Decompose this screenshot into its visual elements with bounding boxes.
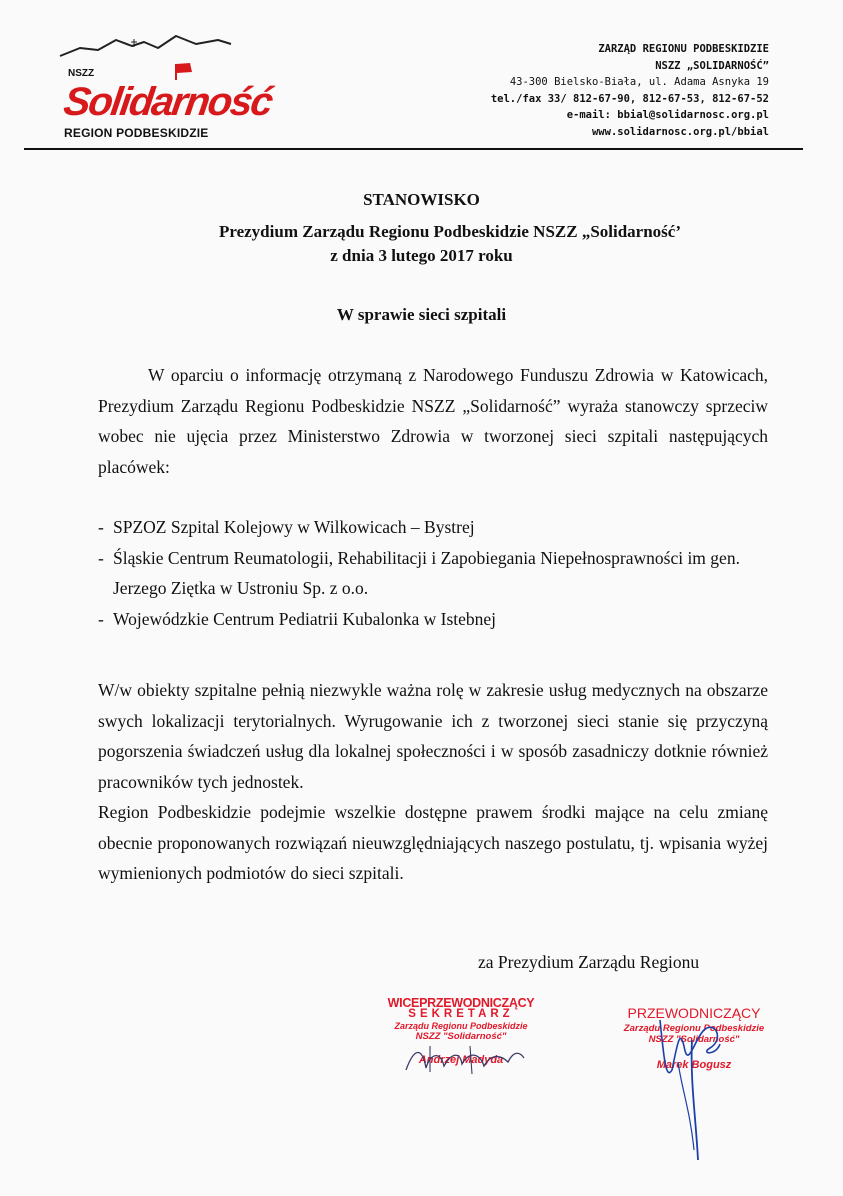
logo-nszz: NSZZ bbox=[68, 68, 95, 79]
address-www: www.solidarnosc.org.pl/bbial bbox=[591, 125, 769, 138]
address-org: ZARZĄD REGIONU PODBESKIDZIE bbox=[598, 43, 769, 55]
stamp-role: WICEPRZEWODNICZĄCY bbox=[387, 996, 535, 1010]
header-divider bbox=[24, 148, 803, 150]
logo-region: REGION PODBESKIDZIE bbox=[64, 126, 209, 140]
address-union: NSZZ „SOLIDARNOŚĆ” bbox=[655, 59, 769, 72]
list-item-text: SPZOZ Szpital Kolejowy w Wilkowicach – Bystrej bbox=[113, 517, 475, 537]
stamp-role: PRZEWODNICZĄCY bbox=[627, 1005, 761, 1021]
solidarnosc-logo bbox=[58, 30, 275, 142]
stamp-org: Zarządu Regionu Podbeskidzie bbox=[623, 1023, 765, 1034]
stamp-org: Zarządu Regionu Podbeskidzie bbox=[394, 1021, 528, 1031]
document-issuer: Prezydium Zarządu Regionu Podbeskidzie NSZZ „Solidarność’ bbox=[218, 222, 682, 241]
document-date: z dnia 3 lutego 2017 roku bbox=[330, 246, 513, 265]
handwritten-signature-madyda bbox=[400, 1040, 530, 1080]
address-email: e-mail: bbial@solidarnosc.org.pl bbox=[566, 109, 769, 121]
stamp-union: NSZZ "Solidarność" bbox=[648, 1034, 740, 1045]
stamp-role-secondary: SEKRETARZ bbox=[408, 1008, 514, 1020]
signature-caption: za Prezydium Zarządu Regionu bbox=[478, 952, 700, 972]
paragraph-intro: W oparciu o informację otrzymaną z Narodowego Funduszu Zdrowia w Katowicach, Prezydium Zarządu Regionu Podbeskidzie NSZZ „Solidarność” wyraża stanowczy sprzeciw wobec nie ujęcia przez Ministerstwo Zdrowia w tworzonej sieci szpitali następujących placówek: bbox=[98, 365, 768, 477]
handwritten-signature-bogusz bbox=[620, 1000, 740, 1170]
document-heading: STANOWISKO bbox=[363, 190, 480, 209]
paragraph-actions: Region Podbeskidzie podejmie wszelkie dostępne prawem środki mające na celu zmianę obecnie proponowanych rozwiązań nieuwzględniających naszego postulatu, tj. wpisania wyżej wymienionych podmiotów do sieci szpitali. bbox=[98, 802, 768, 883]
list-item-text: Wojewódzkie Centrum Pediatrii Kubalonka w Istebnej bbox=[113, 608, 497, 629]
stamp-union: NSZZ "Solidarność" bbox=[415, 1031, 507, 1042]
list-item: - Wojewódzkie Centrum Pediatrii Kubalonka w Istebnej bbox=[98, 604, 768, 635]
list-item: - Śląskie Centrum Reumatologii, Rehabilitacji i Zapobiegania Niepełnosprawności im gen. Jerzego Ziętka w Ustroniu Sp. z o.o. bbox=[98, 543, 768, 604]
address-block bbox=[491, 41, 769, 140]
list-item-text: Śląskie Centrum Reumatologii, Rehabilitacji i Zapobiegania Niepełnosprawności im gen. Jerzego Ziętka w Ustroniu Sp. z o.o. bbox=[113, 547, 740, 598]
hospital-list bbox=[98, 512, 768, 634]
stamp-name: Marek Bogusz bbox=[656, 1059, 732, 1071]
list-item: - SPZOZ Szpital Kolejowy w Wilkowicach – Bystrej bbox=[98, 512, 768, 543]
address-phone: tel./fax 33/ 812-67-90, 812-67-53, 812-67-52 bbox=[490, 92, 769, 105]
address-street: 43-300 Bielsko-Biała, ul. Adama Asnyka 19 bbox=[509, 76, 769, 88]
stamp-name: Andrzej Madyda bbox=[418, 1054, 504, 1066]
document-subject: W sprawie sieci szpitali bbox=[336, 305, 507, 324]
logo-wordmark: Solidarność bbox=[60, 80, 275, 124]
paragraph-importance: W/w obiekty szpitalne pełnią niezwykle ważna rolę w zakresie usług medycznych na obszarze swych lokalizacji terytorialnych. Wyrugowanie ich z tworzonej sieci stanie się przyczyną pogorszenia świadczeń usług dla lokalnej społeczności i w sposób zasadniczy dotknie również pracowników tych jednostek. bbox=[98, 680, 768, 792]
paragraph-body bbox=[98, 675, 768, 889]
